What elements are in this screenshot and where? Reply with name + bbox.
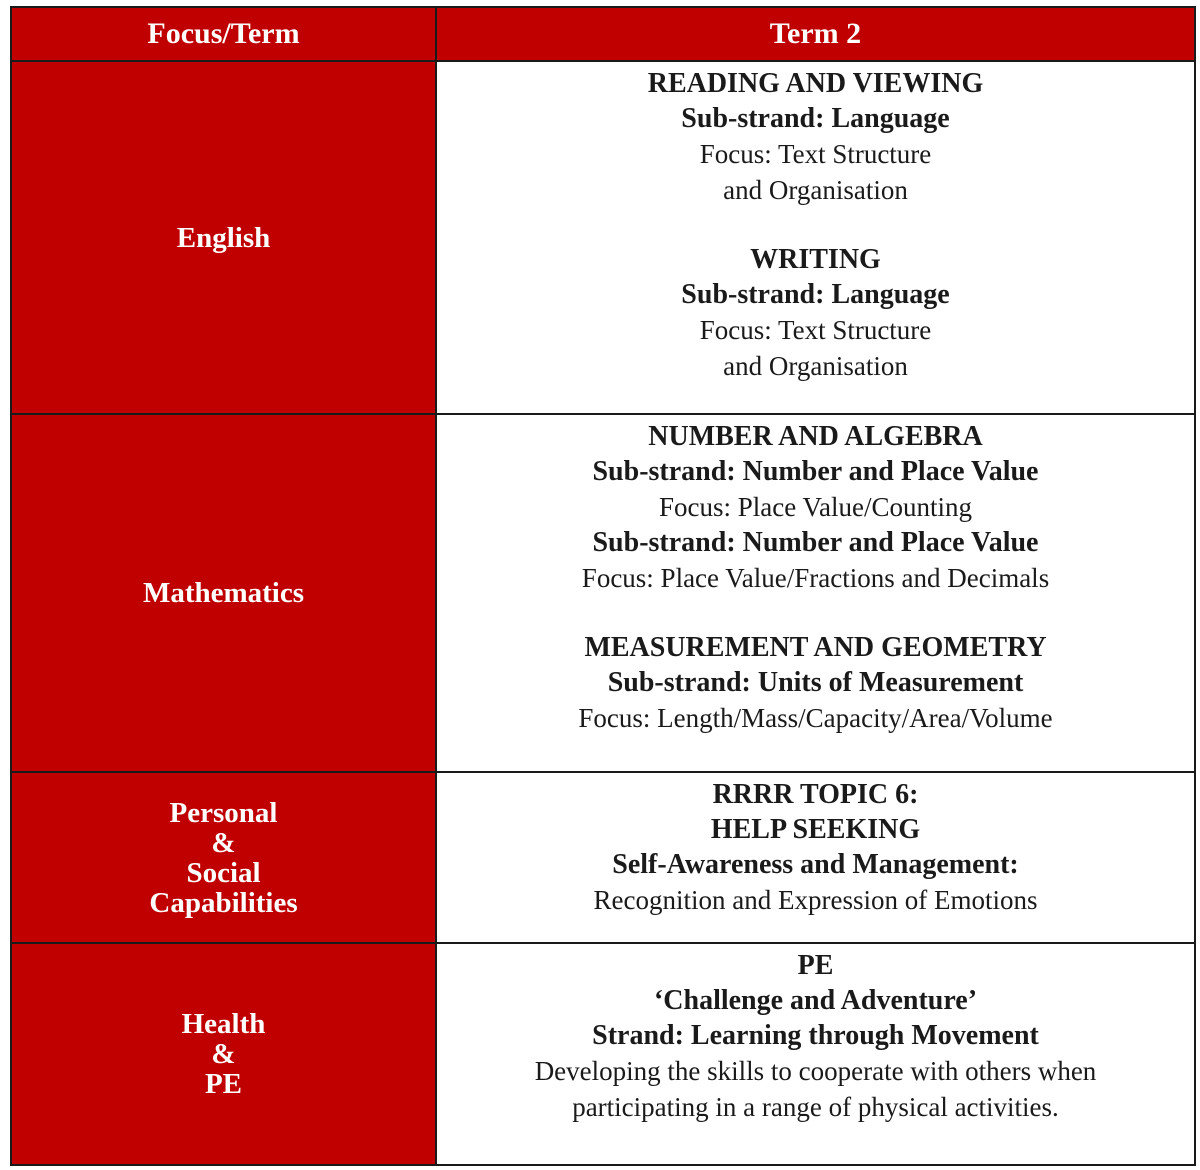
row-label-line: Health [181,1008,266,1040]
content-line: and Organisation [723,175,908,205]
row-content-health-pe [436,943,1195,1165]
content-line: Sub-strand: Units of Measurement [607,667,1024,698]
table-row-health-pe [11,943,1195,1165]
table-row-personal-social [11,772,1195,943]
content-line: RRRR TOPIC 6: [712,779,919,810]
row-label-health-pe [11,943,436,1165]
content-block [437,242,1194,384]
content-line: NUMBER AND ALGEBRA [648,421,983,452]
content-block [437,630,1194,736]
content-block [437,944,1194,1125]
content-line: Self-Awareness and Management: [612,849,1019,880]
content-line: Focus: Text Structure [699,139,932,169]
row-label-line: & [211,1038,236,1070]
row-content-personal-social [436,772,1195,943]
content-line: Strand: Learning through Movement [592,1020,1039,1051]
row-label-line: Mathematics [142,577,305,609]
content-line: READING AND VIEWING [647,68,984,99]
content-line: Recognition and Expression of Emotions [593,885,1038,915]
content-line: participating in a range of physical activities. [572,1092,1059,1122]
row-label-line: Capabilities [149,886,298,919]
row-label-mathematics [11,414,436,772]
content-block [437,415,1194,596]
row-label-line: Personal [169,796,278,829]
content-line: and Organisation [723,351,908,381]
content-block [437,62,1194,208]
content-line: Focus: Length/Mass/Capacity/Area/Volume [578,703,1053,733]
content-line: PE [797,950,834,981]
row-label-line: PE [204,1068,243,1100]
row-content-mathematics [436,414,1195,772]
content-line: HELP SEEKING [710,814,921,845]
row-label-personal-social [11,772,436,943]
row-content-english [436,61,1195,414]
content-line: WRITING [750,244,881,275]
curriculum-table [10,6,1196,1166]
content-line: Sub-strand: Language [681,279,950,310]
row-label-line: Social [186,856,261,889]
content-line: Sub-strand: Language [681,103,950,134]
row-label-english [11,61,436,414]
header-term-2: Term 2 [436,7,1195,61]
header-focus-term: Focus/Term [11,7,436,61]
content-line: Focus: Place Value/Fractions and Decimals [581,563,1050,593]
table-row-mathematics [11,414,1195,772]
header-row [11,7,1195,61]
content-line: ‘Challenge and Adventure’ [653,985,978,1016]
row-label-line: English [176,221,271,254]
content-line: Developing the skills to cooperate with others when [534,1056,1097,1086]
content-line: MEASUREMENT AND GEOMETRY [584,632,1047,663]
content-line: Focus: Place Value/Counting [659,492,972,522]
table-row-english [11,61,1195,414]
content-line: Sub-strand: Number and Place Value [592,456,1039,487]
content-line: Sub-strand: Number and Place Value [592,527,1039,558]
content-line: Focus: Text Structure [699,315,932,345]
content-block [437,773,1194,918]
row-label-line: & [211,826,236,859]
